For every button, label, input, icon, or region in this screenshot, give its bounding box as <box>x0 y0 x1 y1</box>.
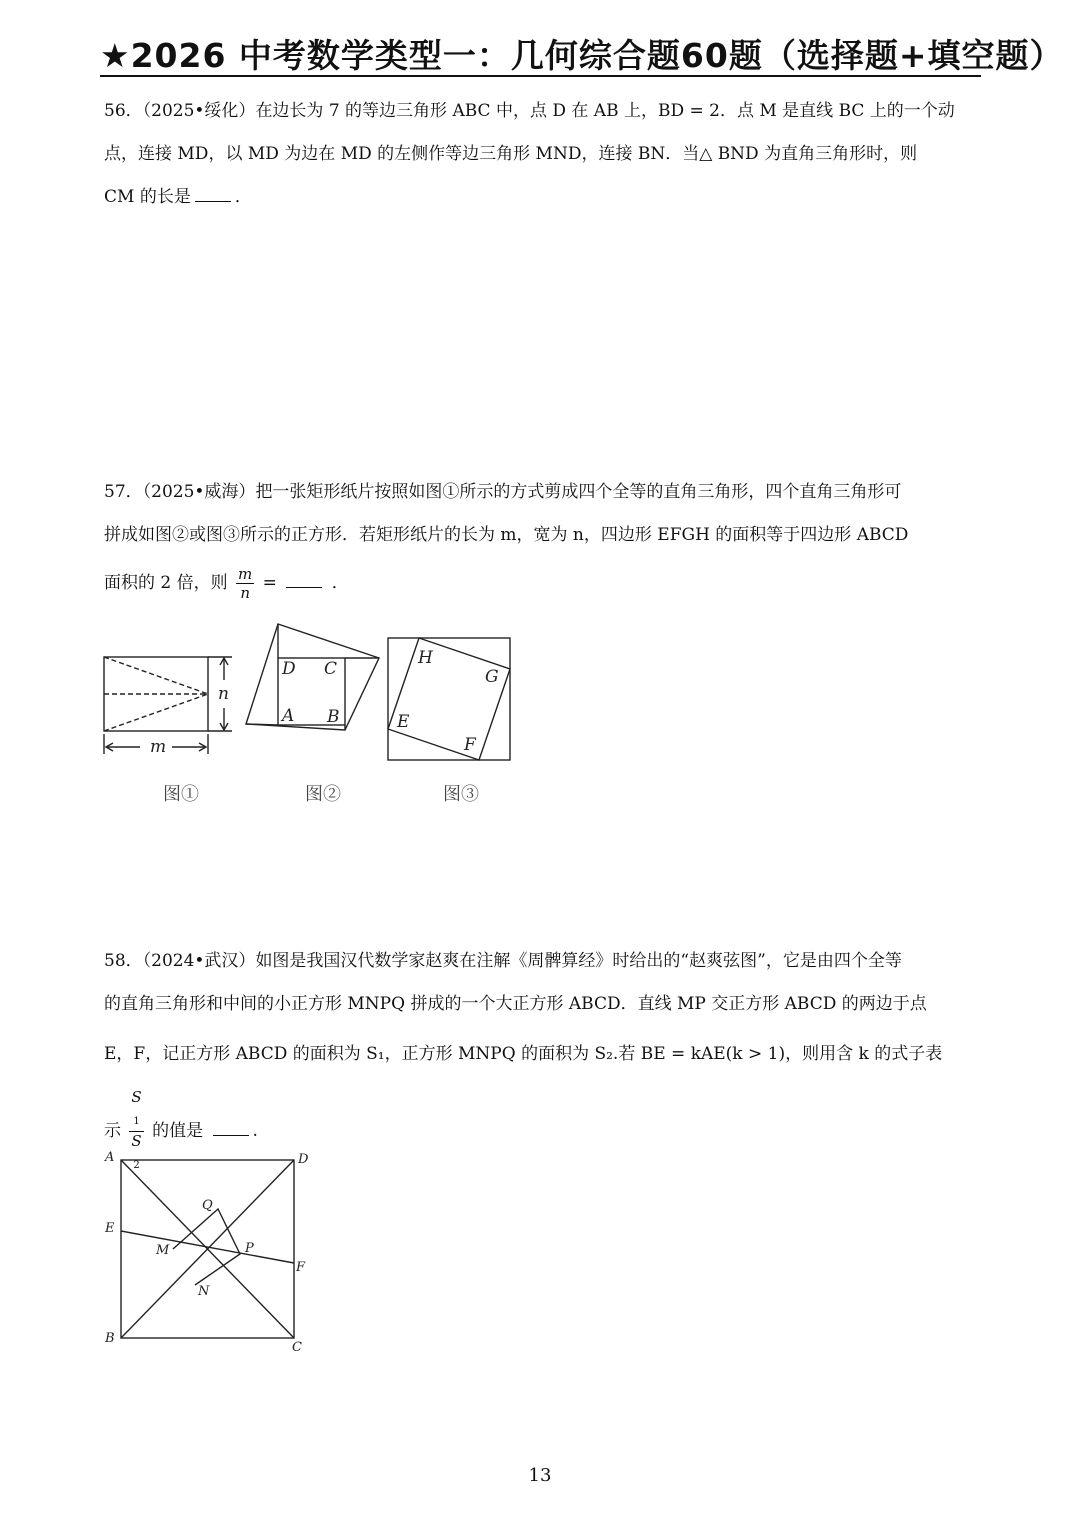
problem-57-line-1: 57．（2025•威海）把一张矩形纸片按照如图①所示的方式剪成四个全等的直角三角形，四个直角三角形可 <box>104 482 902 502</box>
problem-57-number: 57 <box>104 482 126 502</box>
figure-58-label-Q: Q <box>202 1198 213 1213</box>
problem-58-text-2: 的直角三角形和中间的小正方形 MNPQ 拼成的一个大正方形 ABCD．直线 MP 交正方形 ABCD 的两边于点 <box>104 994 927 1014</box>
figure-3-label-E: E <box>397 712 410 732</box>
answer-blank-57 <box>286 571 322 588</box>
problem-57-line-3 <box>104 562 984 604</box>
figure-3-label-F: F <box>464 735 476 755</box>
figure-58-label-C: C <box>292 1340 302 1355</box>
problem-58-source: （2024•武汉） <box>142 951 256 971</box>
problem-58-line-1: 58．（2024•武汉）如图是我国汉代数学家赵爽在注解《周髀算经》时给出的“赵爽弦图”，它是由四个全等 <box>104 951 902 971</box>
figure-1-label-n: n <box>218 684 229 704</box>
problem-56-line-3 <box>104 176 984 218</box>
figure-58-label-M: M <box>156 1243 170 1258</box>
figure-58-label-B: B <box>105 1331 115 1346</box>
figure-zhao-shuang <box>98 1145 318 1355</box>
title-divider <box>100 75 981 77</box>
problem-57-text-3a: 面积的 2 倍，则 <box>104 573 228 593</box>
figure-3-label-H: H <box>418 648 433 668</box>
figure-3 <box>385 635 515 765</box>
problem-58-text-4c: . <box>252 1121 258 1141</box>
figure-58-label-N: N <box>198 1284 210 1299</box>
answer-blank-58 <box>213 1119 249 1136</box>
page-title: ★2026 中考数学类型一：几何综合题60题（选择题+填空题） <box>100 36 1064 75</box>
problem-56-text-3b: ． <box>234 187 252 207</box>
problem-57-text-1: 把一张矩形纸片按照如图①所示的方式剪成四个全等的直角三角形，四个直角三角形可 <box>255 482 902 502</box>
figure-58-label-P: P <box>245 1241 254 1256</box>
problem-57-equals: = <box>262 573 277 593</box>
figure-58-label-A: A <box>105 1150 115 1165</box>
figure-2-label-D: D <box>282 659 296 679</box>
problem-57-line-2 <box>104 514 984 556</box>
figure-3-label-G: G <box>485 667 499 687</box>
figure-58-label-F: F <box>296 1260 306 1275</box>
problem-56-text-1: 在边长为 7 的等边三角形 ABC 中，点 D 在 AB 上，BD = 2．点 M 是直线 BC 上的一个动 <box>255 101 955 121</box>
problem-58-text-4b: 的值是 <box>152 1121 204 1141</box>
fraction-s1-over-s2: S $_1$ S $_2$ <box>131 1088 142 1171</box>
figure-2-label-A: A <box>282 706 295 726</box>
figure-58-label-D: D <box>298 1152 309 1167</box>
problem-58-text-4a: 示 <box>104 1121 121 1141</box>
figure-2-label-C: C <box>324 659 338 679</box>
problem-57-text-3c: ． <box>331 573 349 593</box>
problem-56-text-3a: CM 的长是 <box>104 187 191 207</box>
figure-58-label-E: E <box>105 1221 115 1236</box>
figure-2-label-B: B <box>327 707 340 727</box>
problem-56-number: 56 <box>104 101 126 121</box>
problem-57-text-2: 拼成如图②或图③所示的正方形．若矩形纸片的长为 m，宽为 n，四边形 EFGH 的面积等于四边形 ABCD <box>104 525 909 545</box>
problem-56-line-1: 56．（2025•绥化）在边长为 7 的等边三角形 ABC 中，点 D 在 AB 上，BD = 2．点 M 是直线 BC 上的一个动 <box>104 101 955 121</box>
problem-58-number: 58 <box>104 951 126 971</box>
figure-1 <box>100 648 240 758</box>
figure-3-caption: 图③ <box>443 784 479 805</box>
figure-1-caption: 图① <box>163 784 199 805</box>
problem-58-line-2 <box>104 983 984 1025</box>
figure-2 <box>240 620 385 740</box>
problem-56-text-2: 点，连接 MD，以 MD 为边在 MD 的左侧作等边三角形 MND，连接 BN．当△ BND 为直角三角形时，则 <box>104 144 918 164</box>
problem-58-line-3 <box>104 1033 984 1075</box>
answer-blank-56 <box>195 185 231 202</box>
problem-56-source: （2025•绥化） <box>142 101 256 121</box>
problem-58-text-1: 如图是我国汉代数学家赵爽在注解《周髀算经》时给出的“赵爽弦图”，它是由四个全等 <box>255 951 902 971</box>
page-number: 13 <box>528 1465 552 1486</box>
figure-1-label-m: m <box>150 737 167 757</box>
figure-2-caption: 图② <box>305 784 341 805</box>
problem-57-source: （2025•威海） <box>142 482 256 502</box>
problem-56-line-2 <box>104 133 984 175</box>
fraction-m-over-n: $\frac{m}{n}$ <box>238 565 253 602</box>
problem-58-text-3: E，F，记正方形 ABCD 的面积为 S₁，正方形 MNPQ 的面积为 S₂.若 BE = kAE(k > 1)，则用含 k 的式子表 <box>104 1044 943 1064</box>
